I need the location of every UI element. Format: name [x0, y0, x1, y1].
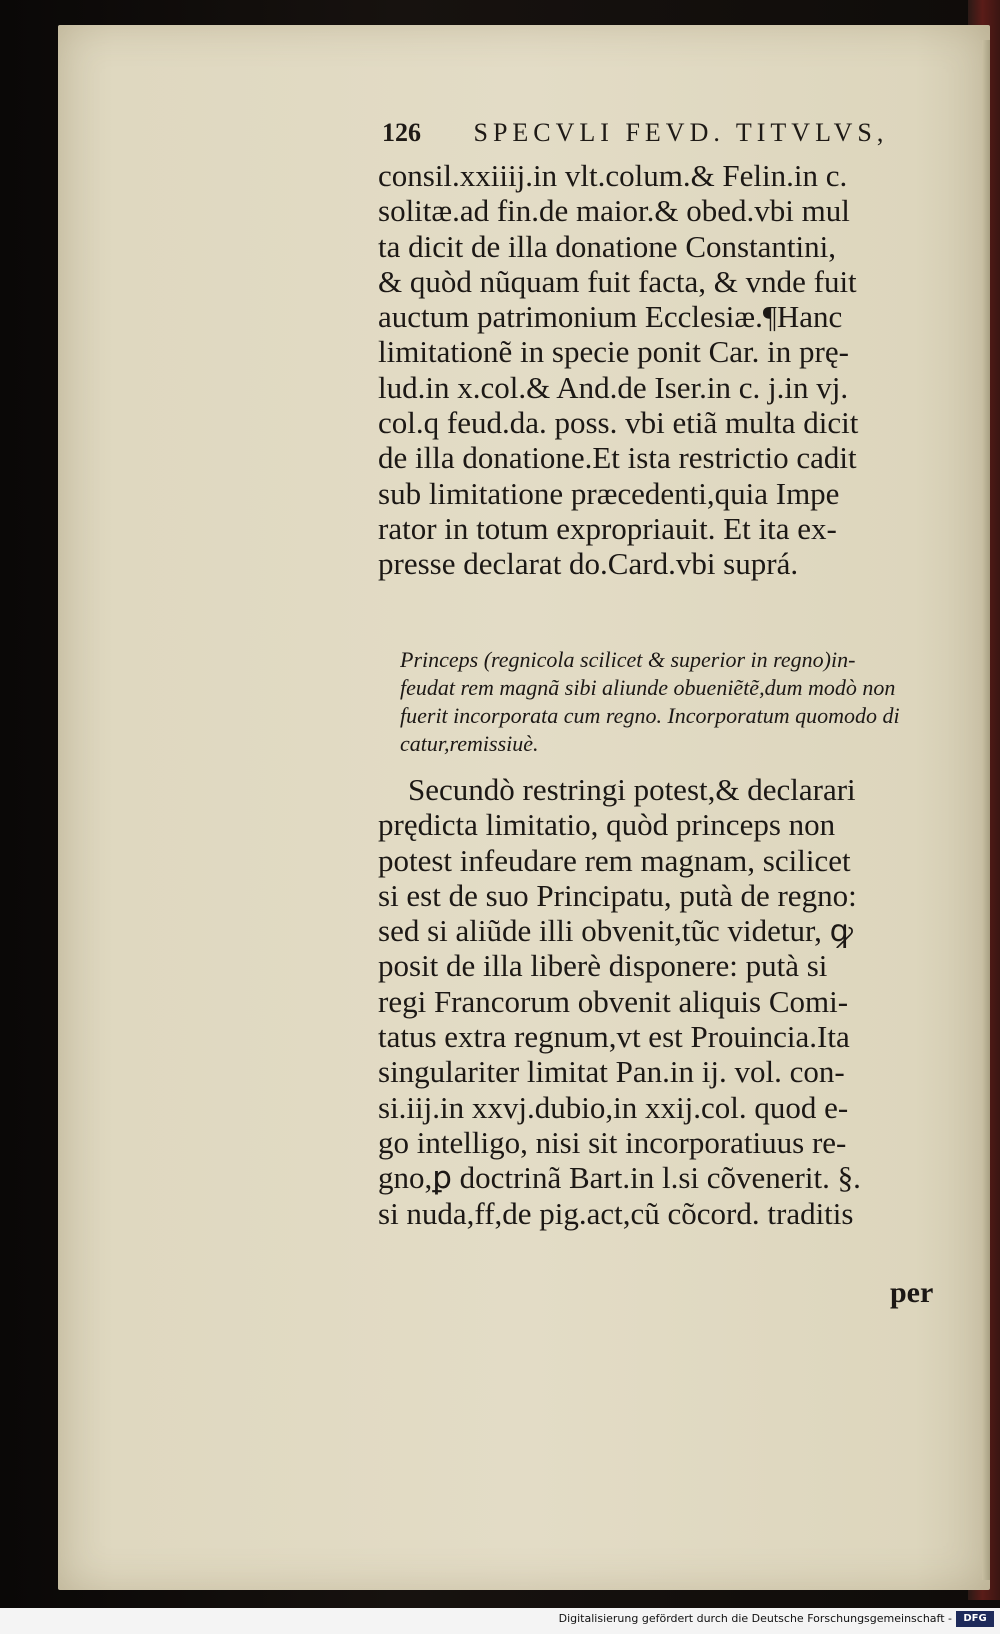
- text-line: go intelligo, nisi sit incorporatiuus re-: [378, 1124, 847, 1160]
- summary-line: feudat rem magnã sibi aliunde obueniẽtẽ,dum modò non: [400, 675, 896, 700]
- text-line: consil.xxiiij.in vlt.colum.& Felin.in c.: [378, 158, 848, 193]
- summary-line: fuerit incorporata cum regno. Incorporatum quomodo di: [400, 703, 900, 728]
- text-line: presse declarat do.Card.vbi suprá.: [378, 546, 799, 582]
- text-line: si est de suo Principatu, putà de regno:: [378, 877, 857, 913]
- digitization-footer: [0, 1608, 1000, 1634]
- italic-summary: [400, 646, 960, 758]
- text-line: regi Francorum obvenit aliquis Comi-: [378, 983, 849, 1019]
- folio-number: 126: [382, 118, 421, 147]
- page-edge: [982, 40, 990, 1580]
- paragraph-1: [378, 158, 958, 582]
- text-line: rator in totum expropriauit. Et ita ex-: [378, 510, 837, 546]
- text-line: gno,ꝑ doctrinã Bart.in l.si cõvenerit. §.: [378, 1160, 861, 1196]
- text-line: sub limitatione præcedenti,quia Impe: [378, 475, 840, 511]
- summary-line: Princeps (regnicola scilicet & superior in regno)in-: [400, 647, 856, 672]
- text-line: si nuda,ff,de pig.act,cũ cõcord. traditis: [378, 1195, 854, 1231]
- dfg-logo: DFG: [956, 1611, 994, 1627]
- text-line: potest infeudare rem magnam, scilicet: [378, 842, 851, 878]
- text-line: si.iij.in xxvj.dubio,in xxij.col. quod e-: [378, 1089, 849, 1125]
- text-line: limitationẽ in specie ponit Car. in prę-: [378, 334, 849, 370]
- catchword: per: [890, 1276, 934, 1309]
- paragraph-2: [378, 772, 958, 1231]
- text-line: singulariter limitat Pan.in ij. vol. con-: [378, 1054, 845, 1090]
- text-line: auctum patrimonium Ecclesiæ.¶Hanc: [378, 299, 843, 335]
- page-header: [382, 118, 942, 158]
- text-line: sed si aliũde illi obvenit,tũc videtur, ꝙ: [378, 913, 853, 949]
- text-line: col.q feud.da. poss. vbi etiã multa dicit: [378, 405, 859, 441]
- funding-credit: Digitalisierung gefördert durch die Deutsche Forschungsgemeinschaft -: [558, 1612, 952, 1625]
- text-line: ta dicit de illa donatione Constantini,: [378, 228, 837, 264]
- text-line: prędicta limitatio, quòd princeps non: [378, 807, 836, 843]
- text-line: tatus extra regnum,vt est Prouincia.Ita: [378, 1019, 850, 1055]
- text-line: lud.in x.col.& And.de Iser.in c. j.in vj.: [378, 369, 849, 405]
- summary-line: catur,remissiuè.: [400, 731, 539, 756]
- text-line: posit de illa liberè disponere: putà si: [378, 948, 828, 984]
- text-line: de illa donatione.Et ista restrictio cadit: [378, 440, 857, 476]
- text-line: & quòd nũquam fuit facta, & vnde fuit: [378, 263, 857, 299]
- running-title: SPECVLI FEVD. TITVLVS,: [473, 118, 889, 147]
- text-line: solitæ.ad fin.de maior.& obed.vbi mul: [378, 193, 850, 229]
- text-line: Secundò restringi potest,& declarari: [408, 772, 856, 807]
